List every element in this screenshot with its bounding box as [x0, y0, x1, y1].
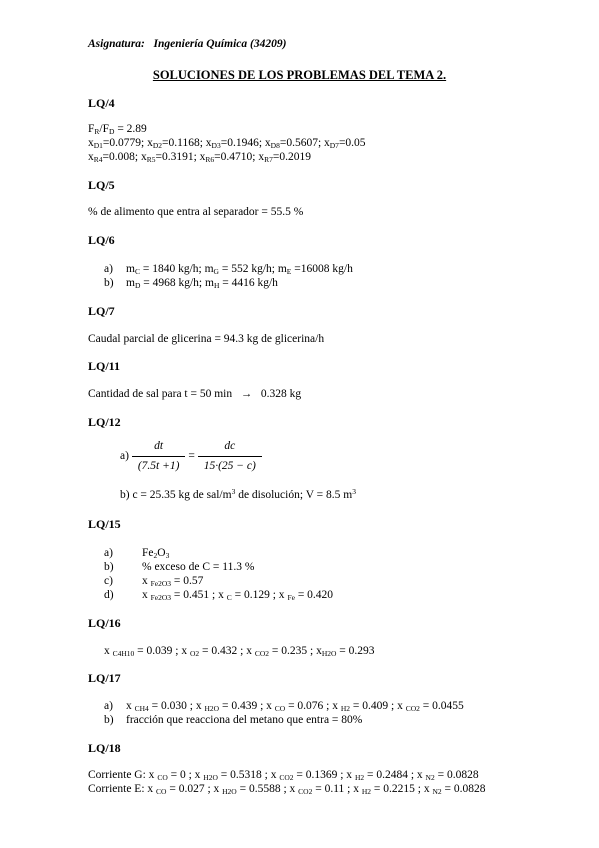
subject-label: Asignatura: [88, 38, 145, 50]
course-header [88, 37, 286, 51]
heading-lq5: LQ/5 [88, 178, 115, 192]
heading-lq4: LQ/4 [88, 96, 115, 110]
lq7-answer: Caudal parcial de glicerina = 94.3 kg de glicerina/h [88, 333, 325, 345]
page-title: SOLUCIONES DE LOS PROBLEMAS DEL TEMA 2. [152, 68, 447, 82]
lq17-answer-b: b) fracción que reacciona del metano que entra = 80% [104, 714, 363, 726]
subject-name: Ingeniería Química (34209) [153, 38, 287, 50]
heading-lq16: LQ/16 [88, 616, 121, 630]
lq11-answer: Cantidad de sal para t = 50 min → 0.328 kg [88, 388, 302, 400]
lq6-answer-a: a) $m_C = 1840$ kg/h; $m_G = 552$ kg/h; $m_E =16008$ kg/h [104, 263, 353, 276]
heading-lq7: LQ/7 [88, 304, 115, 318]
lq18-stream-e: Corriente E: x $_{CO}$ = 0.027 ; x $_{H2O}$ = 0.5588 ; x $_{CO2}$ = 0.11 ; x $_{H2}$ = 0.2215 ; x $_{N2}$ = 0.0828 [88, 783, 486, 796]
lq12-answer-b: b) c = 25.35 kg de sal/$m^3$ de disolución; V = 8.5 $m^3$ [120, 487, 356, 501]
heading-lq17: LQ/17 [88, 671, 121, 685]
lq4-line-r: $x_{R4}=0.008$; $x_{R5}=0.3191$; $x_{R6}=0.4710$; $x_{R7}=0.2019$ [88, 151, 311, 164]
lq18-stream-g: Corriente G: x $_{CO}$ = 0 ; x $_{H2O}$ = 0.5318 ; x $_{CO2}$ = 0.1369 ; x $_{H2}$ = 0.2484 ; x $_{N2}$ = 0.0828 [88, 769, 479, 782]
arrow-icon: → [240, 388, 253, 400]
lq16-answer: x $_{C4H10}$ = 0.039 ; x $_{O2}$ = 0.432 ; x $_{CO2}$ = 0.235 ; $x_{H2O} = 0.293$ [104, 645, 375, 658]
lq15-answer-a: a) $Fe_2O_3$ [104, 547, 170, 560]
lq6-answer-b: b) $m_D = 4968$ kg/h; $m_H = 4416$ kg/h [104, 277, 278, 290]
heading-lq11: LQ/11 [88, 359, 121, 373]
fraction-rhs: $\frac{dc}{15\cdot(25 - c)}$ [198, 439, 262, 474]
fraction-lhs: $\frac{dt}{(7.5t +1)}$ [132, 439, 186, 474]
lq15-answer-c: c) x $_{Fe2O3}$ = 0.57 [104, 575, 204, 588]
heading-lq18: LQ/18 [88, 741, 121, 755]
lq15-answer-d: d) x $_{Fe2O3}$ = 0.451 ; x $_C$ = 0.129 ; x $_{Fe}$ = 0.420 [104, 589, 334, 602]
lq5-answer: % de alimento que entra al separador = 55.5 % [88, 206, 304, 218]
heading-lq6: LQ/6 [88, 233, 115, 247]
heading-lq15: LQ/15 [88, 517, 121, 531]
lq4-ratio: $F_R/F_D = 2.89$ [88, 123, 147, 136]
lq4-line-d: $x_{D1}=0.0779$; $x_{D2}=0.1168$; $x_{D3}=0.1946$; $x_{D8}=0.5607$; $x_{D7}=0.05$ [88, 137, 366, 150]
lq17-answer-a: a) x $_{CH4}$ = 0.030 ; x $_{H2O}$ = 0.439 ; x $_{CO}$ = 0.076 ; x $_{H2}$ = 0.409 ; x $_{CO2}$ = 0.0455 [104, 700, 464, 713]
lq15-answer-b: b) % exceso de C = 11.3 % [104, 561, 255, 573]
heading-lq12: LQ/12 [88, 415, 121, 429]
lq12-equation: a) $\frac{dt}{(7.5t +1)}$ = $\frac{dc}{15\cdot(25 - c)}$ [120, 439, 262, 474]
